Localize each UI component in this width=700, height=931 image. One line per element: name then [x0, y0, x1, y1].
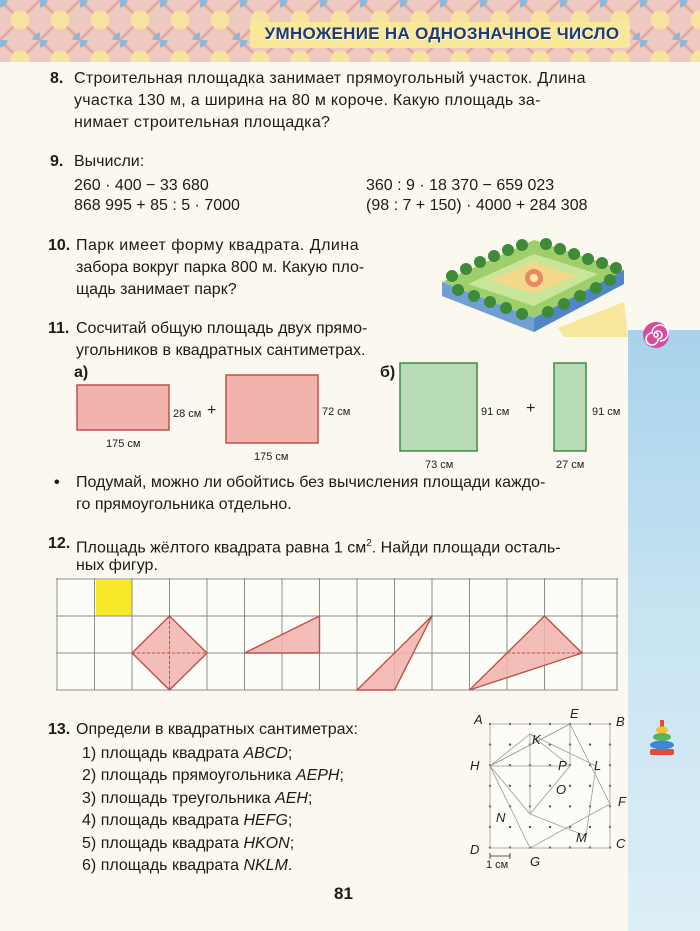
task-9-expression: 360 : 9 · 18 370 − 659 023: [366, 177, 555, 194]
grid-dot: [549, 826, 551, 828]
yellow-unit-square: [96, 580, 132, 616]
rect-a1-height-label: 28 см: [173, 408, 202, 420]
rect-a1-width-label: 175 см: [106, 438, 141, 450]
rect-a2-height-label: 72 см: [322, 406, 351, 418]
grid-dot: [549, 805, 551, 807]
rect-a2-width-label: 175 см: [254, 451, 289, 463]
point-g-label: G: [530, 854, 541, 869]
task-9-title: Вычисли:: [74, 153, 145, 170]
task-13-item-6: 6) площадь квадрата NKLM.: [82, 857, 293, 874]
point-k-label: K: [532, 732, 541, 747]
task-10-line: Парк имеет форму квадрата. Длина: [76, 237, 360, 254]
part-b-label: б): [380, 364, 396, 381]
task-13-item-5: 5) площадь квадрата HKON;: [82, 835, 295, 852]
point-b-label: B: [616, 714, 625, 729]
grid-dot: [589, 743, 591, 745]
grid-dot: [509, 846, 511, 848]
task-13-title: Определи в квадратных сантиметрах:: [76, 721, 358, 738]
rect-b1-width-label: 73 см: [425, 459, 454, 471]
unit-label: 1 см: [486, 859, 509, 871]
task-12-line-2: ных фигур.: [76, 557, 158, 574]
rect-a1: [77, 385, 169, 430]
grid-dot: [589, 846, 591, 848]
task-9-expression: 260 · 400 − 33 680: [74, 177, 209, 194]
chapter-title: УМНОЖЕНИЕ НА ОДНОЗНАЧНОЕ ЧИСЛО: [264, 24, 620, 43]
rect-b2-height-label: 91 см: [592, 406, 621, 418]
grid-dot: [509, 785, 511, 787]
task-8-number: 8.: [50, 70, 64, 87]
rect-b1: [400, 363, 477, 451]
point-l-label: L: [594, 758, 602, 773]
task-9-number: 9.: [50, 153, 64, 170]
bullet: •: [54, 474, 60, 491]
task-12-line-1: Площадь жёлтого квадрата равна 1 $см^2$. Найди площади осталь-: [76, 538, 561, 557]
task-8-line: нимает строительная площадка?: [74, 114, 331, 131]
plus-sign: +: [207, 402, 217, 419]
part-a-label: а): [74, 364, 89, 381]
geometry-figure: [466, 704, 632, 874]
grid-dot: [549, 785, 551, 787]
grid-figure: [56, 578, 622, 694]
task-13-item-4: 4) площадь квадрата HEFG;: [82, 812, 293, 829]
page-number: 81: [334, 884, 353, 903]
grid-dot: [509, 743, 511, 745]
task-9-expression: 868 995 + 85 : 5 · 7000: [74, 197, 240, 214]
rect-b1-height-label: 91 см: [481, 406, 510, 418]
point-o-label: O: [556, 782, 567, 797]
rect-b2: [554, 363, 586, 451]
task-8-line: участка 130 м, а ширина на 80 м короче. Какую площадь за-: [74, 92, 541, 109]
task-10-line: щадь занимает парк?: [76, 281, 237, 298]
plus-sign: +: [526, 400, 536, 417]
point-e-label: E: [570, 706, 579, 721]
point-p-label: P: [558, 758, 567, 773]
grid-dot: [589, 785, 591, 787]
point-a-label: A: [474, 712, 483, 727]
think-line: Подумай, можно ли обойтись без вычисления площади каждо-: [76, 474, 546, 491]
point-d-label: D: [470, 842, 480, 857]
point-h-label: H: [470, 758, 480, 773]
rect-a2: [226, 375, 318, 443]
rect-b2-width-label: 27 см: [556, 459, 585, 471]
point-m-label: M: [576, 830, 587, 845]
point-f-label: F: [618, 794, 626, 809]
grid-dot: [529, 826, 531, 828]
task-11-line: угольников в квадратных сантиметрах.: [76, 342, 366, 359]
point-c-label: C: [616, 836, 626, 851]
grid-dot: [569, 785, 571, 787]
grid-dot: [589, 826, 591, 828]
task-11-line: Сосчитай общую площадь двух прямо-: [76, 320, 368, 337]
task-9-expression: (98 : 7 + 150) · 4000 + 284 308: [366, 197, 588, 214]
grid-dot: [549, 846, 551, 848]
grid-dot: [509, 826, 511, 828]
task-12-number: 12.: [48, 535, 71, 552]
task-13-item-1: 1) площадь квадрата ABCD;: [82, 745, 293, 762]
think-line: го прямоугольника отдельно.: [76, 496, 292, 513]
task-11-number: 11.: [48, 320, 70, 337]
task-10-line: забора вокруг парка 800 м. Какую пло-: [76, 259, 365, 276]
task-13-item-3: 3) площадь треугольника AEH;: [82, 790, 313, 807]
point-n-label: N: [496, 810, 506, 825]
task-13-item-2: 2) площадь прямоугольника AEPH;: [82, 767, 344, 784]
toy-pyramid-icon: [647, 718, 677, 760]
task-10-number: 10.: [48, 237, 71, 254]
grid-dot: [569, 805, 571, 807]
task-8-line: Строительная площадка занимает прямоугольный участок. Длина: [74, 70, 586, 87]
grid-dot: [569, 846, 571, 848]
task-13-number: 13.: [48, 721, 71, 738]
